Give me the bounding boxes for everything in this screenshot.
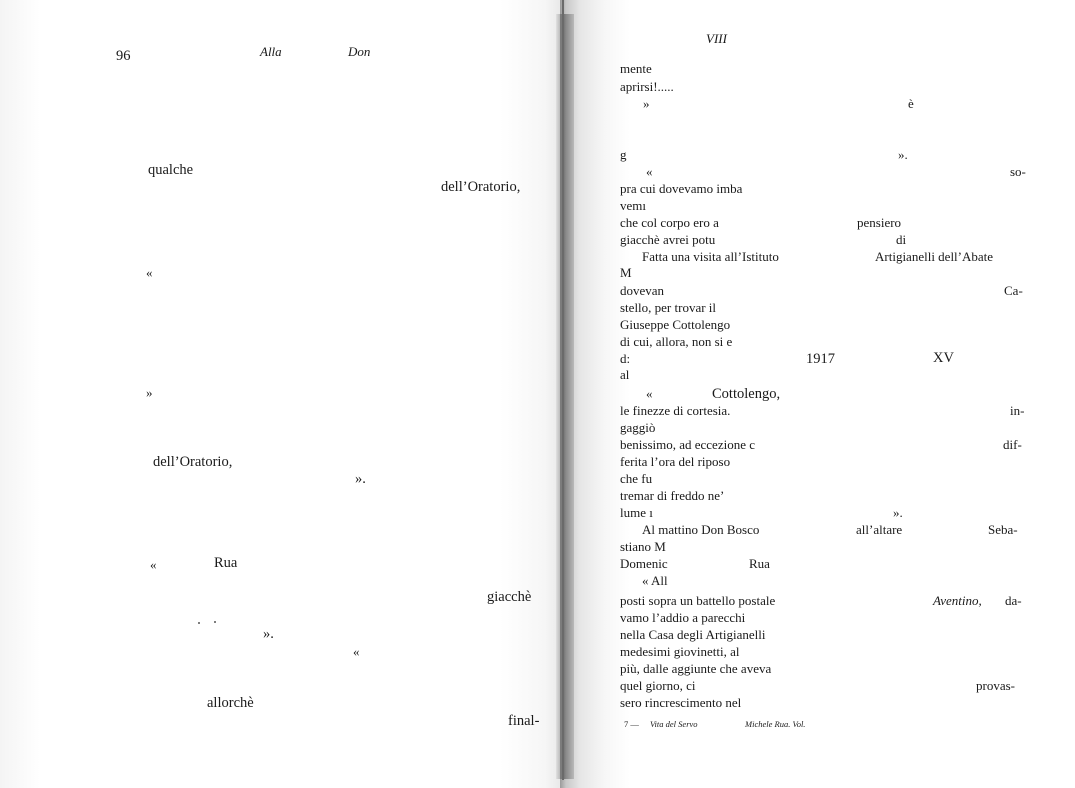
book-gutter <box>556 14 574 779</box>
page-number: 96 <box>116 48 131 64</box>
footer-title: Vita del Servo <box>650 719 698 729</box>
text-line: dovevan <box>620 283 665 298</box>
text-line: è <box>908 96 914 111</box>
text-line: g <box>620 147 627 162</box>
text-line: di cui, allora, non si e <box>620 334 733 349</box>
text-line: giacchè avrei potu <box>620 232 716 247</box>
quote-mark: « <box>353 644 360 659</box>
ink-speck <box>198 622 200 624</box>
text-line: pensiero <box>857 215 902 230</box>
text-line: sero rincrescimento nel <box>620 695 742 710</box>
text-line: d: <box>620 351 631 366</box>
text-line: » <box>643 96 650 111</box>
ink-speck <box>214 621 216 623</box>
footer-title-end: Michele Rua. Vol. <box>745 719 806 729</box>
page-edge <box>562 0 564 780</box>
text-line: di <box>896 232 907 247</box>
text-fragment: qualche <box>148 162 194 178</box>
text-line: Al mattino Don Bosco <box>642 522 760 537</box>
text-line: posti sopra un battello postale <box>620 593 776 608</box>
text-line: in- <box>1010 403 1025 418</box>
text-line: vamo l’addio a parecchi <box>620 610 746 625</box>
text-line: lume ı <box>620 505 653 520</box>
text-fragment: dell’Oratorio, <box>441 179 521 195</box>
text-line: Giuseppe Cottolengo <box>620 317 731 332</box>
text-line: Fatta una visita all’Istituto <box>642 249 779 264</box>
text-line: da- <box>1005 593 1022 608</box>
text-line-italic: Aventino, <box>933 593 982 608</box>
text-line: gaggiò <box>620 420 656 435</box>
text-line: medesimi giovinetti, al <box>620 644 740 659</box>
text-line: stello, per trovar il <box>620 300 717 315</box>
text-line: più, dalle aggiunte che aveva <box>620 661 772 676</box>
text-line: che col corpo ero a <box>620 215 719 230</box>
text-line: stiano M <box>620 539 666 554</box>
text-line: « <box>646 164 653 179</box>
text-line: XV <box>933 350 954 366</box>
text-line: al <box>620 367 630 382</box>
header-word-don: Don <box>348 44 371 59</box>
text-fragment: final- <box>508 713 540 729</box>
text-fragment: allorchè <box>207 695 254 711</box>
text-line: Domenic <box>620 556 668 571</box>
quote-mark: « <box>146 265 153 280</box>
text-line: so- <box>1010 164 1026 179</box>
text-line: Rua <box>749 556 770 571</box>
quote-mark: » <box>146 385 153 400</box>
text-line: che fu <box>620 471 653 486</box>
text-line: « <box>646 386 653 401</box>
text-line: M <box>620 265 632 280</box>
running-head: VIII <box>706 31 727 46</box>
text-line: « All <box>642 573 668 588</box>
text-line: pra cui dovevamo imba <box>620 181 743 196</box>
text-line: nella Casa degli Artigianelli <box>620 627 766 642</box>
header-word-alla: Alla <box>260 44 282 59</box>
text-line: tremar di freddo ne’ <box>620 488 725 503</box>
text-line: mente <box>620 61 652 76</box>
text-line: benissimo, ad eccezione c <box>620 437 755 452</box>
quote-mark: « <box>150 557 157 572</box>
text-line: aprirsi!..... <box>620 79 674 94</box>
text-line: dif- <box>1003 437 1022 452</box>
text-line: Artigianelli dell’Abate <box>875 249 994 264</box>
text-fragment: dell’Oratorio, <box>153 454 233 470</box>
quote-mark: ». <box>355 471 366 487</box>
text-line: ». <box>893 505 903 520</box>
text-fragment: Rua <box>214 555 238 571</box>
text-fragment: giacchè <box>487 589 532 605</box>
quote-mark: ». <box>263 626 274 642</box>
text-line: ferita l’ora del riposo <box>620 454 731 469</box>
text-line: provas- <box>976 678 1015 693</box>
text-line: quel giorno, ci <box>620 678 696 693</box>
text-line: Seba- <box>988 522 1018 537</box>
text-line: Ca- <box>1004 283 1023 298</box>
text-line: 1917 <box>806 351 835 367</box>
text-line: all’altare <box>856 522 903 537</box>
text-line: vemı <box>620 198 646 213</box>
text-line: Cottolengo, <box>712 386 781 402</box>
footer-number: 7 — <box>624 719 639 729</box>
text-line: ». <box>898 147 908 162</box>
text-line: le finezze di cortesia. <box>620 403 731 418</box>
